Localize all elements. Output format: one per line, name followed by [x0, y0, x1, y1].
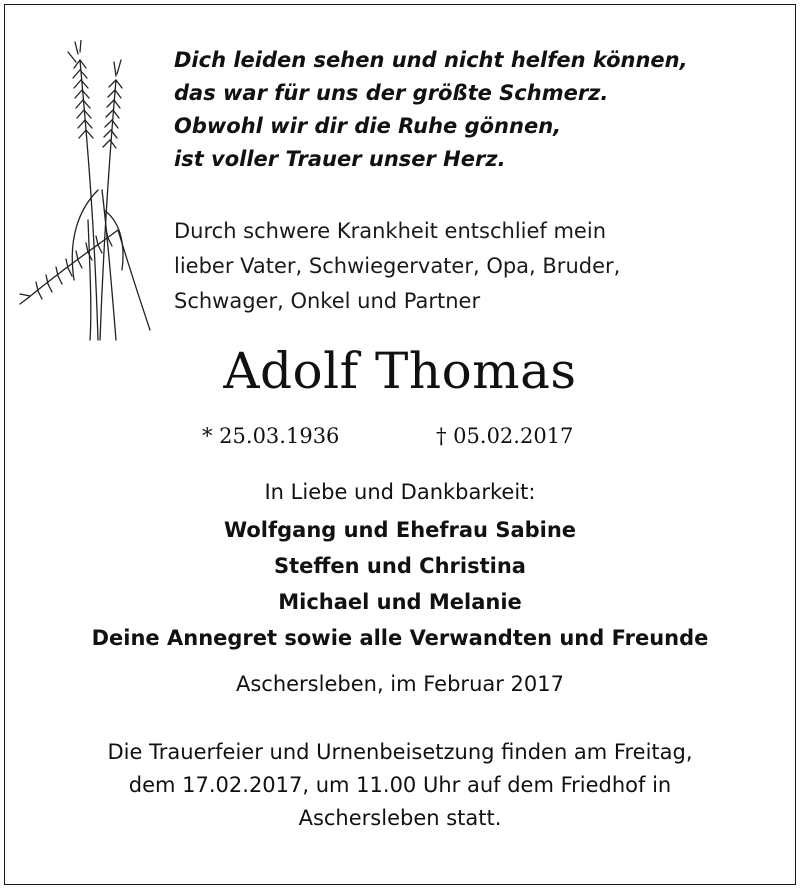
funeral-line: Aschersleben statt.	[298, 806, 502, 830]
dedication-line: In Liebe und Dankbarkeit:	[264, 480, 536, 504]
deceased-name: Adolf Thomas	[223, 342, 577, 400]
mourner-entry: Steffen und Christina	[274, 554, 526, 578]
mourner-entry: Wolfgang und Ehefrau Sabine	[223, 518, 577, 542]
death-date: † 05.02.2017	[436, 424, 574, 448]
mourner-entry: Michael und Melanie	[278, 590, 522, 614]
intro-line: Schwager, Onkel und Partner	[174, 289, 481, 313]
death-announcement-text	[174, 214, 774, 319]
intro-line: lieber Vater, Schwiegervater, Opa, Bruder,	[174, 254, 621, 278]
mourner-entry: Deine Annegret sowie alle Verwandten und Freunde	[91, 626, 709, 650]
funeral-line: dem 17.02.2017, um 11.00 Uhr auf dem Friedhof in	[128, 773, 672, 797]
wheat-ears-icon	[18, 40, 168, 350]
birth-date: * 25.03.1936	[202, 424, 340, 448]
intro-line: Durch schwere Krankheit entschlief mein	[174, 219, 606, 243]
mourners-list	[0, 512, 800, 656]
verse-line: Dich leiden sehen und nicht helfen können,	[174, 48, 688, 72]
place-and-date: Aschersleben, im Februar 2017	[235, 672, 565, 696]
verse-line: das war für uns der größte Schmerz.	[174, 81, 609, 105]
verse-line: Obwohl wir dir die Ruhe gönnen,	[174, 114, 562, 138]
memorial-verse	[174, 44, 774, 176]
funeral-notice	[0, 736, 800, 835]
verse-line: ist voller Trauer unser Herz.	[174, 147, 506, 171]
funeral-line: Die Trauerfeier und Urnenbeisetzung finden am Freitag,	[107, 740, 693, 764]
